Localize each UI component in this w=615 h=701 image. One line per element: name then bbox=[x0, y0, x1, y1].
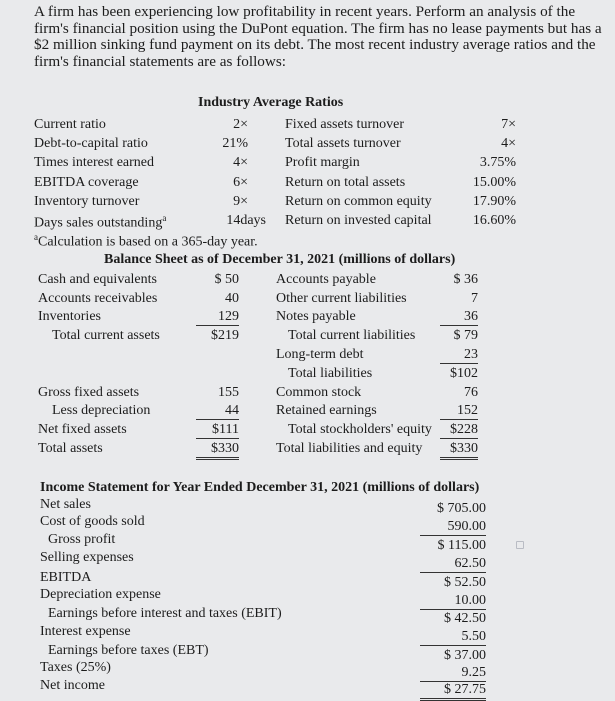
bs-value: 152 bbox=[440, 404, 478, 420]
bs-label: Total liabilities bbox=[288, 366, 373, 381]
bs-value: 40 bbox=[225, 291, 239, 306]
bs-value: $ 36 bbox=[453, 272, 478, 287]
bs-label: Net fixed assets bbox=[38, 422, 127, 437]
is-value: 9.25 bbox=[420, 666, 486, 682]
is-value: 62.50 bbox=[420, 557, 486, 573]
ratio-label: Profit margin bbox=[285, 155, 360, 170]
ratio-value: 6× bbox=[233, 175, 248, 190]
ratio-label: EBITDA coverage bbox=[34, 175, 139, 190]
is-value: $ 37.00 bbox=[444, 648, 486, 663]
is-label: EBITDA bbox=[40, 570, 92, 585]
is-label: Selling expenses bbox=[40, 550, 134, 565]
is-label: Earnings before taxes (EBT) bbox=[48, 643, 209, 658]
ratio-label: Days sales outstanding$^a$ bbox=[34, 213, 167, 231]
bs-value: 129 bbox=[196, 310, 239, 326]
ratio-value: 9× bbox=[233, 194, 248, 209]
is-value: 590.00 bbox=[420, 520, 486, 536]
ratio-value: 2× bbox=[233, 117, 248, 132]
ratio-value: 7× bbox=[501, 117, 516, 132]
is-value: 10.00 bbox=[420, 594, 486, 610]
is-value: $ 42.50 bbox=[444, 611, 486, 626]
is-label: Taxes (25%) bbox=[40, 660, 111, 675]
bs-value: $219 bbox=[211, 328, 239, 343]
bs-label: Accounts payable bbox=[276, 272, 376, 287]
ratio-value: 4× bbox=[501, 136, 516, 151]
bs-value: $111 bbox=[196, 423, 239, 439]
bs-label: Other current liabilities bbox=[276, 291, 407, 306]
bs-value: $ 79 bbox=[453, 328, 478, 343]
balance-sheet-title: Balance Sheet as of December 31, 2021 (millions of dollars) bbox=[104, 252, 456, 267]
ratio-label: Debt-to-capital ratio bbox=[34, 136, 148, 151]
bs-value: 44 bbox=[196, 404, 239, 420]
is-value: $ 705.00 bbox=[437, 501, 486, 516]
bs-value: 76 bbox=[464, 385, 478, 400]
is-label: Depreciation expense bbox=[40, 587, 161, 602]
income-statement-title: Income Statement for Year Ended December 31, 2021 (millions of dollars) bbox=[40, 480, 480, 495]
bs-value: 36 bbox=[440, 310, 478, 326]
ratio-value: 16.60% bbox=[472, 213, 516, 228]
ratio-value: 4× bbox=[233, 155, 248, 170]
is-label: Net income bbox=[40, 678, 105, 693]
bs-label: Total current liabilities bbox=[288, 328, 416, 343]
ratio-label: Return on invested capital bbox=[285, 213, 432, 228]
ratio-label: Total assets turnover bbox=[285, 136, 401, 151]
bs-label: Total assets bbox=[38, 441, 103, 456]
ratio-label: Fixed assets turnover bbox=[285, 117, 404, 132]
ratio-label: Inventory turnover bbox=[34, 194, 140, 209]
bs-value: $330 bbox=[440, 442, 478, 460]
bs-value: $228 bbox=[440, 423, 478, 439]
is-value: $ 115.00 bbox=[437, 538, 486, 553]
bs-label: Total stockholders' equity bbox=[288, 422, 432, 437]
ratio-label: Times interest earned bbox=[34, 155, 155, 170]
ratio-value: 21% bbox=[222, 136, 248, 151]
is-value: 5.50 bbox=[420, 630, 486, 646]
bs-value: $102 bbox=[450, 366, 478, 381]
bs-value: $330 bbox=[196, 442, 239, 460]
ratio-value: 14days bbox=[226, 213, 266, 228]
ratios-title: Industry Average Ratios bbox=[198, 95, 344, 110]
is-label: Interest expense bbox=[40, 624, 131, 639]
bs-label: Long-term debt bbox=[276, 347, 364, 362]
ratio-value: 17.90% bbox=[472, 194, 516, 209]
bs-label: Inventories bbox=[38, 309, 101, 324]
bs-label: Less depreciation bbox=[52, 403, 151, 418]
bs-label: Retained earnings bbox=[276, 403, 377, 418]
is-value: $ 27.75 bbox=[420, 683, 486, 701]
bs-label: Total current assets bbox=[52, 328, 160, 343]
ratio-value: 15.00% bbox=[472, 175, 516, 190]
is-label: Cost of goods sold bbox=[40, 514, 145, 529]
bs-label: Cash and equivalents bbox=[38, 272, 157, 287]
bs-value: 7 bbox=[471, 291, 478, 306]
bs-label: Accounts receivables bbox=[38, 291, 158, 306]
ratio-label: Return on total assets bbox=[285, 175, 406, 190]
is-label: Earnings before interest and taxes (EBIT) bbox=[48, 606, 282, 621]
ratio-value: 3.75% bbox=[479, 155, 516, 170]
problem-intro: A firm has been experiencing low profitability in recent years. Perform an analysis of the firm's financial position using the DuPont equation. The firm has no lease payments but has a $2 million sinking fund payment on its debt. The most recent industry average ratios and the firm's financial statements are as follows: bbox=[34, 3, 602, 70]
is-label: Gross profit bbox=[48, 532, 116, 547]
cursor-marker bbox=[516, 541, 524, 549]
ratios-footnote: $^a$Calculation is based on a 365-day year. bbox=[34, 232, 258, 250]
bs-label: Common stock bbox=[276, 385, 362, 400]
ratio-label: Current ratio bbox=[34, 117, 106, 132]
ratio-label: Return on common equity bbox=[285, 194, 432, 209]
is-label: Net sales bbox=[40, 497, 91, 512]
bs-label: Notes payable bbox=[276, 309, 356, 324]
is-value: $ 52.50 bbox=[444, 575, 486, 590]
bs-value: 23 bbox=[440, 348, 478, 364]
bs-value: $ 50 bbox=[214, 272, 239, 287]
bs-value: 155 bbox=[218, 385, 239, 400]
bs-label: Gross fixed assets bbox=[38, 385, 140, 400]
bs-label: Total liabilities and equity bbox=[276, 441, 423, 456]
